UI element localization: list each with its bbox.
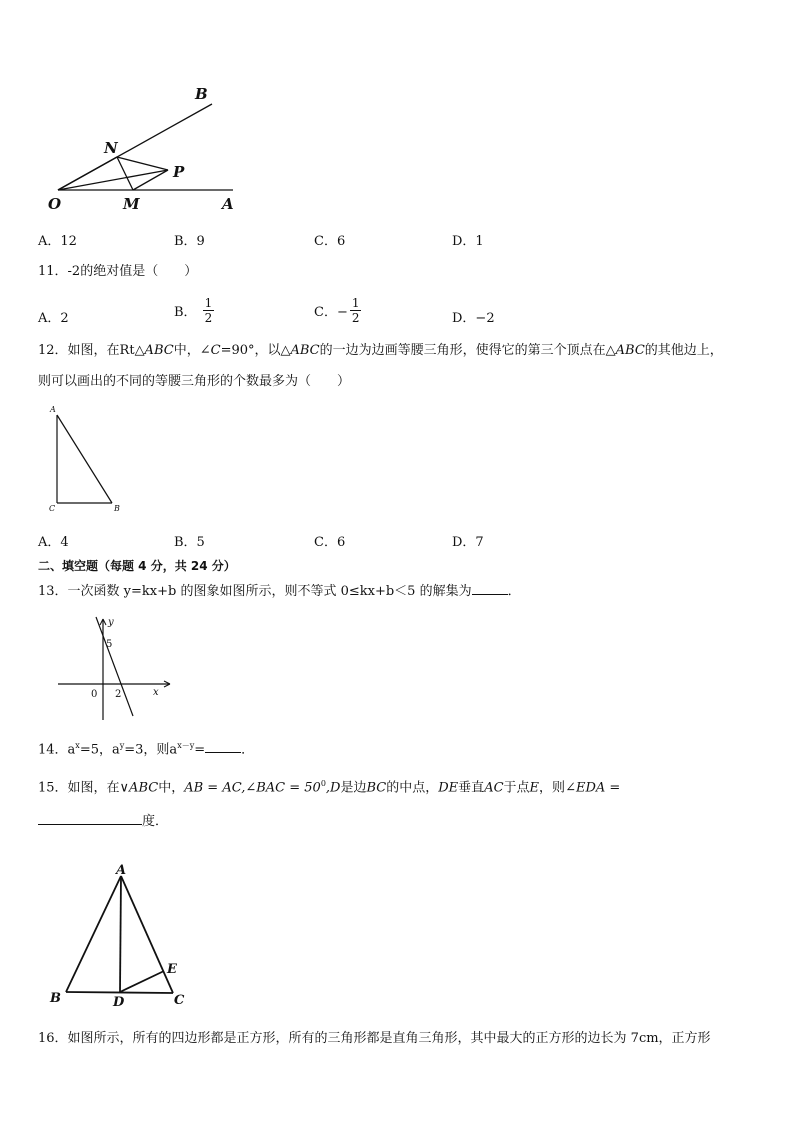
q15-stem — [38, 775, 620, 797]
q14-text-b: =5，a — [79, 742, 120, 758]
q12-label-a: A — [50, 405, 56, 414]
q11-stem: 11．-2的绝对值是（ ） — [38, 264, 198, 279]
q15-label-a: A — [116, 863, 127, 878]
q11-option-d: D．−2 — [452, 311, 495, 326]
q14-stem — [38, 737, 254, 759]
q12-option-c: C．6 — [314, 535, 346, 550]
q15-figure — [46, 858, 196, 1014]
q10-option-a: A．12 — [38, 234, 77, 249]
q11-option-b-denominator: 2 — [204, 311, 213, 325]
q13-graph — [52, 613, 177, 723]
q13-stem — [38, 583, 521, 601]
section-2-title: 二、填空题（每题 4 分，共 24 分） — [38, 559, 236, 573]
q15-math-1: AB = AC,∠BAC = 50 — [184, 780, 321, 796]
q11-option-b-numerator: 1 — [204, 296, 213, 310]
q12-text-d: 的一边为边画等腰三角形，使得它的第三个顶点在 — [319, 343, 606, 358]
q12-label-c: C — [49, 504, 56, 513]
q11-option-b-prefix: B． — [174, 305, 197, 320]
q13-tick-0: 0 — [91, 689, 98, 700]
fig10-label-n: N — [104, 139, 118, 157]
q15-label-b: B — [50, 991, 61, 1006]
q14-text-d: = — [194, 742, 206, 758]
q13-tick-5: 5 — [106, 639, 113, 650]
q14-text-a: 14．a — [38, 742, 76, 758]
fig10-label-o: O — [48, 195, 62, 213]
q11-option-c — [314, 296, 361, 325]
q14-answer-blank[interactable] — [205, 752, 241, 753]
q11-option-b-fraction — [203, 296, 215, 325]
fig10-label-m: M — [123, 195, 140, 213]
q15-text-d: 的中点， — [386, 780, 439, 796]
q14-sup-y: y — [119, 741, 125, 750]
q10-option-d: D．1 — [452, 234, 484, 249]
q12-option-a: A．4 — [38, 535, 69, 550]
q15-label-e: E — [167, 962, 177, 977]
q12-triangle-1: △ABC — [134, 343, 174, 358]
q15-text-a: 15．如图，在 — [38, 780, 120, 796]
q12-text-e: 的其他边上， — [644, 343, 723, 358]
q15-seg-ac: AC — [484, 780, 504, 796]
q15-degree: 0 — [320, 779, 326, 788]
q15-triangle: ∨ABC — [119, 780, 159, 796]
q10-option-c: C．6 — [314, 234, 346, 249]
q11-option-b — [174, 296, 214, 325]
q15-label-c: C — [174, 993, 185, 1008]
q15-text-g: ，则 — [539, 780, 566, 796]
q12-line-2: 则可以画出的不同的等腰三角形的个数最多为（ ） — [38, 374, 351, 389]
q12-triangle-2: △ABC — [280, 343, 320, 358]
q15-seg-bc: BC — [366, 780, 387, 796]
q12-option-d: D．7 — [452, 535, 484, 550]
q11-option-a: A．2 — [38, 311, 69, 326]
q11-option-c-fraction — [350, 296, 362, 325]
q13-tick-2: 2 — [115, 689, 122, 700]
q15-label-d: D — [113, 995, 125, 1010]
q12-figure — [44, 403, 134, 515]
fig10-label-b: B — [195, 85, 208, 103]
q13-axis-y-label: y — [108, 617, 114, 628]
q15-text-degree: 度． — [142, 814, 169, 829]
q14-sup-x-minus-y: x－y — [177, 741, 195, 750]
q12-var-c: C — [210, 343, 221, 358]
q15-line-2 — [38, 813, 168, 831]
q13-axis-x-label: x — [153, 687, 159, 698]
q15-answer-blank[interactable] — [38, 824, 142, 825]
q15-math-2: ,D — [325, 780, 341, 796]
q15-text-c: 是边 — [340, 780, 367, 796]
q11-option-c-denominator: 2 — [351, 311, 360, 325]
q13-text-a: 13．一次函数 y=kx+b 的图象如图所示，则不等式 0≤kx+b＜5 的解集为 — [38, 584, 472, 599]
q12-option-b: B．5 — [174, 535, 205, 550]
fig10-label-a: A — [222, 195, 234, 213]
q15-point-e: E — [529, 780, 540, 796]
q10-option-b: B．9 — [174, 234, 205, 249]
q14-text-e: ． — [241, 742, 255, 758]
q15-text-b: 中， — [158, 780, 185, 796]
fig10-label-p: P — [173, 163, 185, 181]
q15-seg-de: DE — [438, 780, 459, 796]
q12-label-b: B — [114, 504, 120, 513]
q15-angle-eda: ∠EDA = — [565, 780, 621, 796]
q12-line-1 — [38, 342, 723, 360]
q12-text-c: =90°，以 — [220, 343, 281, 358]
q12-triangle-3: △ABC — [605, 343, 645, 358]
q14-sup-x: x — [75, 741, 80, 750]
q15-text-e: 垂直 — [458, 780, 485, 796]
q13-answer-blank[interactable] — [472, 594, 508, 595]
q14-text-c: =3，则a — [124, 742, 178, 758]
q11-option-c-prefix: C．− — [314, 305, 348, 320]
q11-option-c-numerator: 1 — [351, 296, 360, 310]
q12-text-a: 12．如图，在Rt — [38, 343, 135, 358]
q15-text-f: 于点 — [503, 780, 530, 796]
q12-text-b: 中，∠ — [173, 343, 211, 358]
q13-text-b: ． — [507, 584, 521, 599]
q10-figure — [40, 82, 250, 217]
q16-stem: 16．如图所示，所有的四边形都是正方形，所有的三角形都是直角三角形，其中最大的正方形的边长为 7cm，正方形 — [38, 1031, 711, 1046]
